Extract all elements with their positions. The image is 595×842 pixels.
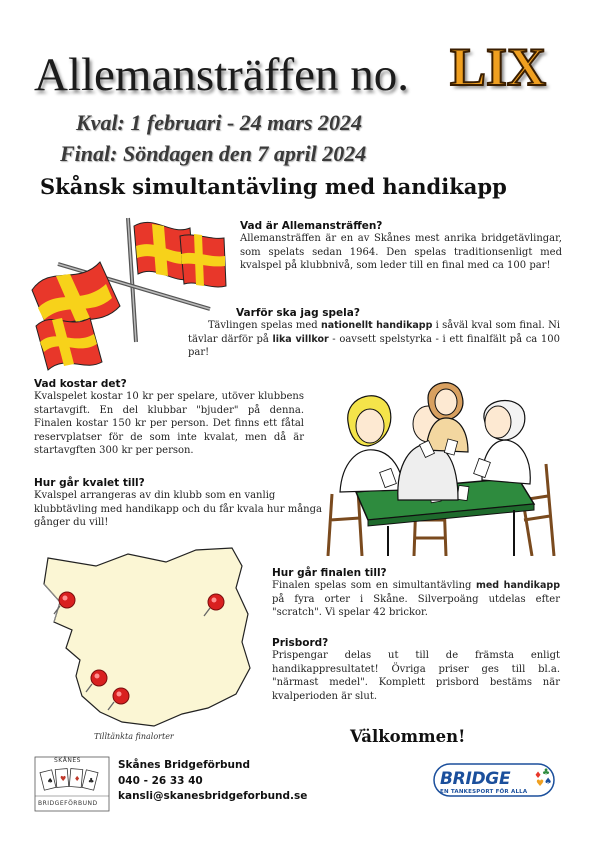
svg-text:♦: ♦ (534, 771, 543, 781)
section-cost (34, 378, 304, 458)
contact-block (118, 758, 307, 805)
bridge-logo-word: BRIDGE (440, 769, 511, 789)
poster-title: Allemansträffen no. (34, 49, 410, 101)
section-qualify-heading: Hur går kvalet till? (34, 477, 145, 489)
section-what-heading: Vad är Allemansträffen? (240, 220, 383, 232)
contact-email[interactable]: kansli@skanesbridgeforbund.se (118, 790, 308, 802)
map-caption: Tilltänkta finalorter (94, 732, 174, 741)
section-why-heading: Varför ska jag spela? (236, 307, 360, 319)
logo-left-top-text: SKÅNES (54, 757, 81, 764)
logo-left-bottom-text: BRIDGEFÖRBUND (38, 800, 98, 807)
section-why (188, 307, 560, 360)
section-final (272, 567, 560, 620)
svg-text:♠: ♠ (544, 777, 553, 787)
section-prizes (272, 637, 560, 703)
section-prizes-body: Prispengar delas ut till de främsta enligt handikappresultatet! Övriga priser ges till bl.a. "närmast medel". Komplett prisbord bestäms när kvalperioden är slut. (272, 650, 560, 702)
bridge-logo-tagline: EN TANKESPORT FÖR ALLA (440, 789, 528, 795)
bold-with-handicap: med handikapp (475, 580, 561, 591)
bridge-players-illustration (318, 380, 563, 556)
svg-text:♣: ♣ (88, 777, 95, 785)
subtitle: Skånsk simultantävling med handikapp (40, 174, 507, 199)
svg-text:♣: ♣ (542, 768, 551, 778)
edition-number: LIX (450, 37, 547, 97)
section-qualify (34, 477, 334, 530)
welcome-text: Välkommen! (350, 727, 466, 746)
section-what (240, 220, 562, 273)
section-final-heading: Hur går finalen till? (272, 567, 387, 579)
contact-phone: 040 - 26 33 40 (118, 774, 203, 787)
svg-text:♥: ♥ (536, 779, 545, 789)
bold-national-handicap: nationellt handikapp (320, 320, 433, 331)
section-prizes-heading: Prisbord? (272, 637, 329, 649)
section-what-body: Allemansträffen är en av Skånes mest anrika bridgetävlingar, som spelats sedan 1964. Den spelas traditionsenligt med kvalspel på klubbnivå, som leder till en final med ca 100 par! (240, 233, 562, 271)
section-qualify-body: Kvalspel arrangeras av din klubb som en vanlig klubbtävling med handikapp och du får kvala hur många gånger du vill! (34, 490, 322, 528)
svg-text:♥: ♥ (60, 775, 67, 783)
skane-map (36, 544, 272, 734)
section-final-body: Finalen spelas som en simultantävling med handikapp på fyra orter i Skåne. Silverpoäng utdelas efter "scratch". Vi spelar 42 brickor. (272, 580, 561, 618)
final-date: Final: Söndagen den 7 april 2024 (60, 141, 367, 166)
section-cost-heading: Vad kostar det? (34, 378, 127, 390)
contact-org: Skånes Bridgeförbund (118, 759, 251, 771)
qualifier-dates: Kval: 1 februari - 24 mars 2024 (76, 110, 362, 135)
svg-text:♠: ♠ (47, 777, 54, 785)
section-cost-body: Kvalspelet kostar 10 kr per spelare, utöver klubbens startavgift. En del klubbar "bjuder" på denna. Finalen kostar 150 kr per person. Det finns ett fåtal reservplatser för de som inte kvalat, men då är startavgften 300 kr per person. (34, 391, 304, 456)
bold-equal-terms: lika villkor (272, 333, 329, 345)
svg-text:♦: ♦ (74, 775, 81, 783)
section-why-body: Tävlingen spelas med nationellt handikapp i såväl kval som final. Ni tävlar därför på lika villkor - oavsett spelstyrka - i ett finalfält på ca 100 par! (188, 320, 561, 358)
